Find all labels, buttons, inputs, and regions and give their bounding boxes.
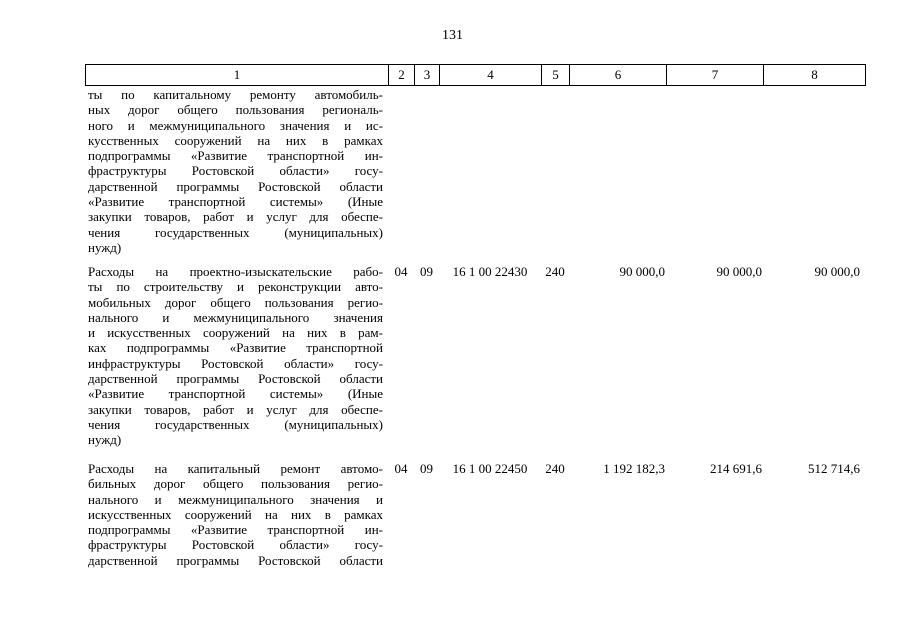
row-description bbox=[85, 87, 383, 255]
description-line: подпрограммы «Развитие транспортной ин- bbox=[88, 148, 383, 164]
description-line: фраструктуры Ростовской области» госу- bbox=[88, 163, 383, 179]
amount-column-6: 1 192 182,3 bbox=[603, 461, 665, 476]
description-line: ных дорог общего пользования региональ- bbox=[88, 102, 383, 118]
description-line: закупки товаров, работ и услуг для обеспе- bbox=[88, 209, 383, 225]
description-line: ты по строительству и реконструкции авто- bbox=[88, 279, 383, 295]
subsection-code: 09 bbox=[420, 264, 433, 279]
description-line: кусственных сооружений на них в рамках bbox=[88, 132, 383, 148]
target-article-code: 16 1 00 22450 bbox=[452, 461, 528, 476]
amount-column-8: 90 000,0 bbox=[814, 264, 860, 279]
description-line: Расходы на проектно-изыскательские рабо- bbox=[88, 264, 383, 279]
description-line: дарственной программы Ростовской области bbox=[88, 178, 383, 194]
description-line: чения государственных (муниципальных) bbox=[88, 224, 383, 240]
target-article-code: 16 1 00 22430 bbox=[452, 264, 528, 279]
column-header-5: 5 bbox=[542, 65, 570, 86]
description-line: чения государственных (муниципальных) bbox=[88, 416, 383, 432]
column-header-4: 4 bbox=[440, 65, 542, 86]
description-line: нужд) bbox=[88, 432, 122, 448]
table-body bbox=[85, 87, 865, 581]
subsection-code: 09 bbox=[420, 461, 433, 476]
column-header-1: 1 bbox=[86, 65, 389, 86]
column-header-8: 8 bbox=[764, 65, 866, 86]
row-description bbox=[85, 264, 383, 448]
table-row bbox=[85, 461, 865, 581]
description-line: мобильных дорог общего пользования регио- bbox=[88, 294, 383, 310]
description-line: ках подпрограммы «Развитие транспортной bbox=[88, 340, 383, 356]
description-line: инфраструктуры Ростовской области» госу- bbox=[88, 355, 383, 371]
description-line: подпрограммы «Развитие транспортной ин- bbox=[88, 522, 383, 538]
description-line: дарственной программы Ростовской области bbox=[88, 371, 383, 387]
description-line: «Развитие транспортной системы» (Иные bbox=[88, 194, 383, 210]
section-code: 04 bbox=[394, 264, 408, 279]
description-line: нального и межмуниципального значения и bbox=[88, 491, 383, 507]
description-line: нального и межмуниципального значения bbox=[88, 309, 383, 325]
expense-type-code: 240 bbox=[545, 264, 565, 279]
page-number: 131 bbox=[442, 28, 463, 43]
expense-type-code: 240 bbox=[545, 461, 565, 476]
description-line: Расходы на капитальный ремонт автомо- bbox=[88, 461, 383, 476]
description-line: дарственной программы Ростовской области bbox=[88, 552, 383, 568]
description-line: ты по капитальному ремонту автомобиль- bbox=[88, 87, 383, 102]
column-header-7: 7 bbox=[667, 65, 764, 86]
description-line: и искусственных сооружений на них в рам- bbox=[88, 325, 383, 341]
description-line: нужд) bbox=[88, 239, 122, 255]
description-line: искусственных сооружений на них в рамках bbox=[88, 506, 383, 522]
table-row bbox=[85, 87, 865, 260]
column-header-2: 2 bbox=[389, 65, 415, 86]
description-line: закупки товаров, работ и услуг для обеспе- bbox=[88, 401, 383, 417]
amount-column-7: 214 691,6 bbox=[710, 461, 762, 476]
description-line: ного и межмуниципального значения и ис- bbox=[88, 117, 383, 133]
table-row bbox=[85, 264, 865, 457]
amount-column-6: 90 000,0 bbox=[619, 264, 665, 279]
column-header-3: 3 bbox=[415, 65, 440, 86]
section-code: 04 bbox=[394, 461, 408, 476]
amount-column-8: 512 714,6 bbox=[808, 461, 860, 476]
description-line: фраструктуры Ростовской области» госу- bbox=[88, 537, 383, 553]
table-header bbox=[85, 64, 866, 86]
description-line: «Развитие транспортной системы» (Иные bbox=[88, 386, 383, 402]
description-line: бильных дорог общего пользования регио- bbox=[88, 476, 383, 492]
amount-column-7: 90 000,0 bbox=[716, 264, 762, 279]
row-description bbox=[85, 461, 383, 568]
column-header-6: 6 bbox=[570, 65, 667, 86]
